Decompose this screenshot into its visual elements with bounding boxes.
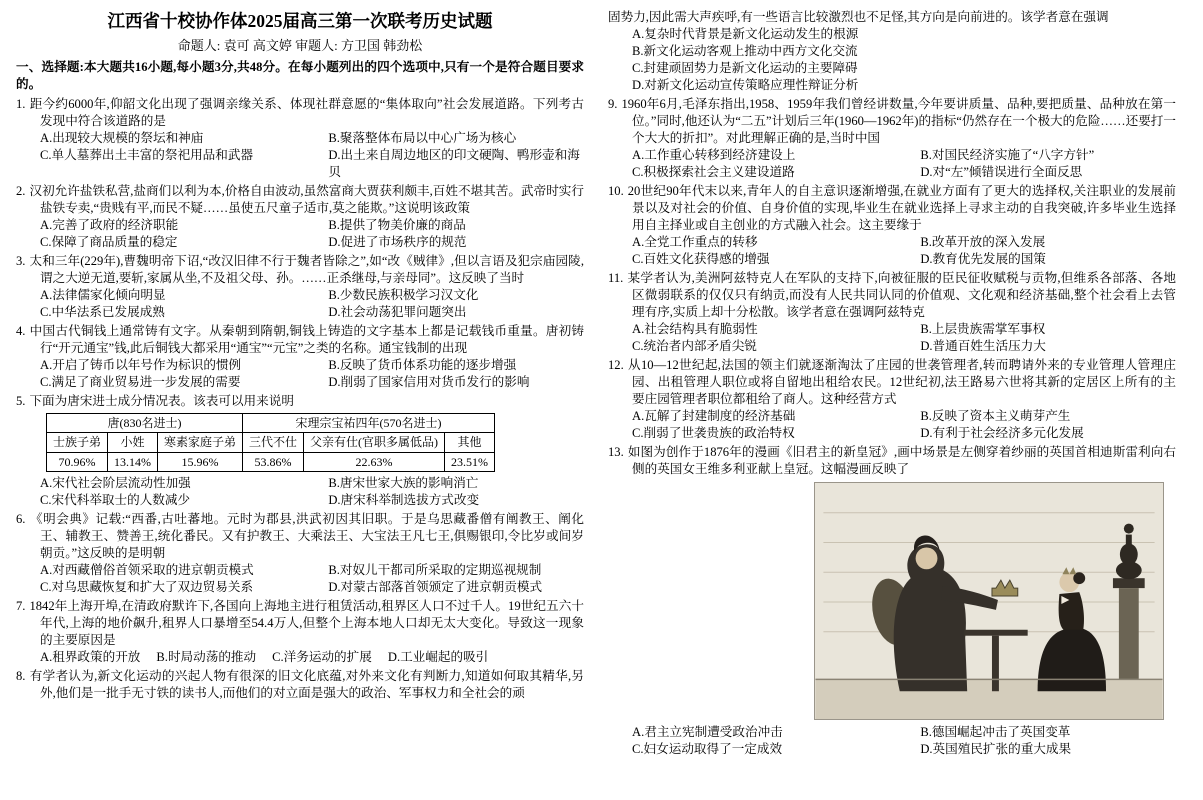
option-a: A.工作重心转移到经济建设上 — [632, 148, 796, 162]
question-stem: 下面为唐宋进士成分情况表。该表可以用来说明 — [29, 394, 294, 409]
question-8-part1 — [16, 668, 584, 702]
question-10 — [608, 183, 1176, 268]
option-a: A.瓦解了封建制度的经济基础 — [632, 409, 796, 423]
question-stem: 《明会典》记载:“西番,古吐蕃地。元时为郡县,洪武初因其旧职。于是乌思藏番僧有阐教王、阐化王、辅教王、赞善王,统化番民。又有护教王、大乘法王、大宝法王凡七王,俱赐银印,令比岁或间岁朝贡。”这反映的是明朝 — [29, 511, 584, 560]
section-title: 一、选择题:本大题共16小题,每小题3分,共48分。在每小题列出的四个选项中,只有一个是符合题目要求的。 — [16, 60, 584, 92]
option-c: C.满足了商业贸易进一步发展的需要 — [40, 375, 241, 390]
option-a: A.出现较大规模的祭坛和神庙 — [40, 131, 204, 146]
option-a: A.租界政策的开放 — [40, 649, 141, 664]
table-value: 70.96% — [47, 452, 108, 471]
question-stem: 太和三年(229年),曹魏明帝下诏,“改汉旧律不行于魏者皆除之”,如“改《贼律》,但以言语及犯宗庙园陵,谓之大逆无道,要斩,家属从坐,不及祖父母、孙。……正杀继母,与亲母同”。这反映了当时 — [29, 254, 584, 286]
table-value: 15.96% — [158, 452, 243, 471]
option-a: A.宋代社会阶层流动性加强 — [40, 475, 191, 490]
option-a: A.君主立宪制遭受政治冲击 — [632, 725, 783, 739]
question-7 — [16, 598, 584, 666]
question-number: 3. — [16, 254, 26, 269]
question-stem: 汉初允许盐铁私营,盐商们以利为本,价格自由波动,虽然富商大贾获利颇丰,百姓不堪其苦。武帝时实行盐铁专卖,“贵贱有平,而民不疑……虽使五尺童子适市,莫之能欺。”这说明该政策 — [29, 184, 584, 216]
option-d: D.出土来自周边地区的印文硬陶、鸭形壶和海贝 — [328, 148, 580, 180]
question-6 — [16, 511, 584, 596]
option-a: A.开启了铸币以年号作为标识的惯例 — [40, 358, 242, 373]
question-number: 11. — [608, 271, 624, 285]
question-number: 6. — [16, 511, 26, 526]
option-a: A.复杂时代背景是新文化运动发生的根源 — [632, 27, 859, 41]
table-value: 13.14% — [108, 452, 158, 471]
option-b: B.反映了资本主义萌芽产生 — [920, 409, 1071, 423]
option-a: A.对西藏僧俗首领采取的进京朝贡模式 — [40, 562, 254, 577]
question-stem: 距今约6000年,仰韶文化出现了强调亲缘关系、体现社群意愿的“集体取向”社会发展道路。下列考古发现中符合该道路的是 — [29, 97, 584, 129]
option-d: D.对蒙古部落首领颁定了进京朝贡模式 — [328, 579, 543, 594]
option-c: C.中华法系已发展成熟 — [40, 305, 165, 320]
cartoon-image — [814, 482, 1164, 720]
option-d: D.教育优先发展的国策 — [920, 252, 1046, 266]
question-stem: 某学者认为,美洲阿兹特克人在军队的支持下,向被征服的臣民征收赋税与贡物,但维系各部落、各地区微弱联系的仅仅只有纳贡,而没有人民共同认同的价值观、文化观和经济基础,整个社会看上去管理有序,实质上却十分松散。该学者意在强调阿兹特克 — [627, 271, 1176, 319]
question-number: 12. — [608, 358, 624, 372]
question-stem: 1842年上海开埠,在清政府默许下,各国向上海地主进行租赁活动,租界区人口不过千人。19世纪五六十年代,上海的地价飙升,租界人口暴增至54.4万人,但整个上海本地人口却无太大变化。导致这一现象的主要原因是 — [29, 598, 584, 647]
question-number: 9. — [608, 97, 618, 111]
option-d: D.社会动荡犯罪问题突出 — [328, 305, 467, 320]
question-11 — [608, 270, 1176, 355]
question-number: 7. — [16, 598, 26, 613]
option-c: C.对乌思藏恢复和扩大了双边贸易关系 — [40, 579, 254, 594]
option-d: D.工业崛起的吸引 — [387, 649, 489, 664]
table-header-song: 宋理宗宝祐四年(570名进士) — [243, 414, 495, 433]
left-column — [16, 8, 584, 760]
option-a: A.法律儒家化倾向明显 — [40, 288, 166, 303]
table-col-header: 寒素家庭子弟 — [158, 433, 243, 452]
option-c: C.洋务运动的扩展 — [272, 649, 372, 664]
option-c: C.积极探索社会主义建设道路 — [632, 165, 795, 179]
question-number: 2. — [16, 184, 26, 199]
table-value: 53.86% — [243, 452, 304, 471]
right-column — [608, 8, 1176, 760]
option-d: D.英国殖民扩张的重大成果 — [920, 742, 1072, 756]
option-b: B.对国民经济实施了“八字方针” — [920, 148, 1095, 162]
option-c: C.单人墓葬出土丰富的祭祀用品和武器 — [40, 148, 254, 163]
question-number: 8. — [16, 668, 26, 683]
option-d: D.对“左”倾错误进行全面反思 — [920, 165, 1083, 179]
option-b: B.提供了物美价廉的商品 — [328, 218, 466, 233]
question-number: 5. — [16, 394, 26, 409]
table-col-header: 士族子弟 — [47, 433, 108, 452]
jinshi-composition-table — [46, 413, 495, 472]
question-5 — [16, 393, 584, 509]
option-d: D.对新文化运动宣传策略应理性辩证分析 — [632, 78, 859, 92]
question-12 — [608, 357, 1176, 442]
question-stem: 从10—12世纪起,法国的领主们就逐渐淘汰了庄园的世袭管理者,转而聘请外来的专业管理人管理庄园、出租管理人职位或将自留地出租给农民。12世纪初,法王路易六世将其新的定居区上所有的主要庄园管理者职位都租给了商人。这种经营方式 — [627, 358, 1176, 406]
option-c: C.百姓文化获得感的增强 — [632, 252, 770, 266]
option-b: B.唐宋世家大族的影响消亡 — [328, 475, 479, 490]
option-b: B.上层贵族需掌军事权 — [920, 322, 1046, 336]
table-value: 22.63% — [304, 452, 445, 471]
question-number: 10. — [608, 184, 624, 198]
question-number: 1. — [16, 97, 26, 112]
table-col-header: 三代不仕 — [243, 433, 304, 452]
option-d: D.唐宋科举制选拔方式改变 — [328, 492, 480, 507]
option-d: D.有利于社会经济多元化发展 — [920, 426, 1084, 440]
question-stem: 中国古代铜钱上通常铸有文字。从秦朝到隋朝,铜钱上铸造的文字基本上都是记载钱币重量。唐初铸行“开元通宝”钱,此后铜钱大都采用“通宝”“元宝”之类的名称。通宝钱制的出现 — [29, 324, 584, 356]
page-title: 江西省十校协作体2025届高三第一次联考历史试题 — [107, 11, 493, 31]
cartoon-figure — [814, 482, 1164, 720]
question-stem: 1960年6月,毛泽东指出,1958、1959年我们曾经讲数量,今年要讲质量、品种,要把质量、品种放在第一位。”同时,他还认为“二五”计划后三年(1960—1962年)的指标“仍然存在一个极大的危险……还要打一个大大的折扣”。对此理解正确的是,当时中国 — [621, 97, 1176, 145]
option-b: B.改革开放的深入发展 — [920, 235, 1046, 249]
authors-line: 命题人: 袁可 高文婷 审题人: 方卫国 韩劲松 — [177, 37, 423, 53]
table-value: 23.51% — [445, 452, 495, 471]
option-b: B.时局动荡的推动 — [156, 649, 257, 664]
option-c: C.统治者内部矛盾尖锐 — [632, 339, 757, 353]
question-number: 4. — [16, 324, 26, 339]
question-stem-continuation: 固势力,因此需大声疾呼,有一些语言比较激烈也不足怪,其方向是向前进的。该学者意在强调 — [608, 10, 1109, 24]
option-a: A.完善了政府的经济职能 — [40, 218, 179, 233]
question-number: 13. — [608, 445, 624, 459]
option-b: B.新文化运动客观上推动中西方文化交流 — [632, 44, 858, 58]
question-13 — [608, 444, 1176, 758]
question-1 — [16, 96, 584, 181]
option-a: A.全党工作重点的转移 — [632, 235, 758, 249]
table-col-header: 其他 — [445, 433, 495, 452]
question-8-part2 — [608, 9, 1176, 94]
option-a: A.社会结构具有脆弱性 — [632, 322, 758, 336]
option-b: B.少数民族积极学习汉文化 — [328, 288, 479, 303]
option-b: B.德国崛起冲击了英国变革 — [920, 725, 1071, 739]
option-c: C.削弱了世袭贵族的政治特权 — [632, 426, 795, 440]
question-2 — [16, 183, 584, 251]
option-b: B.对奴儿干都司所采取的定期巡视规制 — [328, 562, 542, 577]
question-4 — [16, 323, 584, 391]
option-b: B.反映了货币体系功能的逐步增强 — [328, 358, 517, 373]
table-col-header: 父亲有仕(官职多属低品) — [304, 433, 445, 452]
option-c: C.保障了商品质量的稳定 — [40, 235, 178, 250]
question-stem: 20世纪90年代末以来,青年人的自主意识逐渐增强,在就业方面有了更大的选择权,关注职业的发展前景以及对社会的价值、自身价值的实现,毕业生在就业选择上寻求主动的自我突破,许多毕业生选择用自主择业或自主创业的方式融入社会。这主要缘于 — [627, 184, 1176, 232]
table-col-header: 小姓 — [108, 433, 158, 452]
option-b: B.聚落整体布局以中心广场为核心 — [328, 131, 517, 146]
option-d: D.削弱了国家信用对货币发行的影响 — [328, 375, 530, 390]
question-stem: 如图为创作于1876年的漫画《旧君主的新皇冠》,画中场景是左侧穿着纱丽的英国首相迪斯雷利向右侧的英国女王维多利亚献上皇冠。这幅漫画反映了 — [627, 445, 1176, 476]
question-3 — [16, 253, 584, 321]
option-c: C.封建顽固势力是新文化运动的主要障碍 — [632, 61, 858, 75]
question-stem: 有学者认为,新文化运动的兴起人物有很深的旧文化底蕴,对外来文化有判断力,知道如何取其精华,另外,他们是一批手无寸铁的读书人,而他们的对立面是强大的政治、军事权力和全社会的顽 — [29, 668, 584, 700]
table-header-tang: 唐(830名进士) — [47, 414, 243, 433]
question-9 — [608, 96, 1176, 181]
option-c: C.妇女运动取得了一定成效 — [632, 742, 783, 756]
option-d: D.普通百姓生活压力大 — [920, 339, 1046, 353]
option-d: D.促进了市场秩序的规范 — [328, 235, 467, 250]
option-c: C.宋代科举取士的人数减少 — [40, 492, 191, 507]
